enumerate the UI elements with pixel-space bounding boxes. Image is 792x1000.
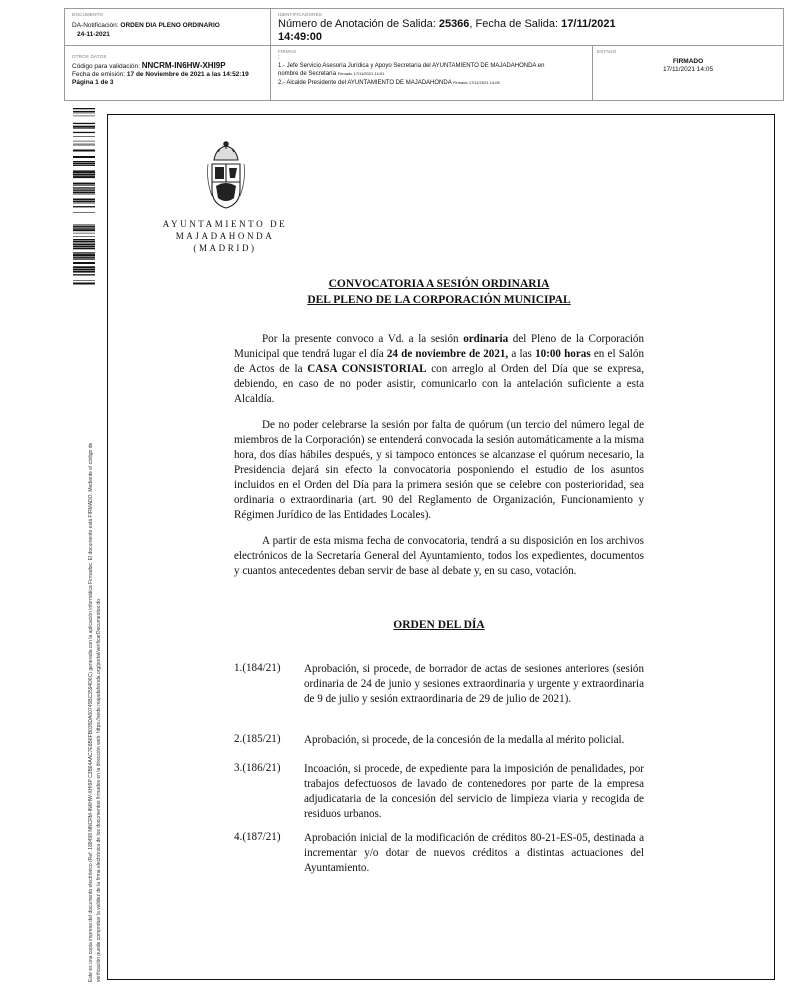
convocatoria-title-line1: CONVOCATORIA A SESIÓN ORDINARIA [328,278,550,290]
agenda-item-number: 4.(187/21) [234,831,281,843]
document-metadata-header [64,8,784,101]
paragraph-expedientes: A partir de esta misma fecha de convocatoria, tendrá a su disposición en los archivos electrónicos de la Secretaría General del Ayuntamiento, todos los expedientes, documentos y cuantos antecedentes deban servir de base al debate y, en su caso, votación. [234,535,644,577]
coat-of-arms-icon [204,140,248,212]
documento-label: DOCUMENTO [72,12,104,17]
validation-info: Código para validación: NNCRM-IN6HW-XHI9P Fecha de emisión: 17 de Noviembre de 2021 a las 14:52:19 Página 1 de 3 [72,62,268,87]
orden-del-dia-title: ORDEN DEL DÍA [393,619,485,631]
otros-datos-label: OTROS DATOS [72,54,107,59]
status-badge: FIRMADO 17/11/2021 14:05 [662,58,714,73]
agenda-item-number: 3.(186/21) [234,762,281,774]
registro-salida: Número de Anotación de Salida: 25366, Fecha de Salida: 17/11/2021 14:49:00 [278,18,616,43]
signature-1: 1.- Jefe Servicio Asesoría Jurídica y Apoyo Secretaría del AYUNTAMIENTO DE MAJADAHONDA en nombre de Secretaría Firmado 17/11/2021 14:01 [278,62,545,77]
identificadores-label: IDENTIFICADORES [278,12,323,17]
page-number: Página 1 de 3 [72,79,114,86]
signature-2: 2.- Alcalde Presidente del AYUNTAMIENTO DE MAJADAHONDA Firmado 17/11/2021 14:05 [278,79,500,86]
signatures-list: : 1.- Jefe Servicio Asesoría Jurídica y Apoyo Secretaría del AYUNTAMIENTO DE MAJADAHONDA en nombre de Secretaría Firmado 17/11/2021 14:01 2.- Alcalde Presidente del AYUNTAMIENTO DE MAJADAHONDA Firmado 17/11/2021 14:05 [278,55,593,87]
agenda-item-number: 2.(185/21) [234,733,281,745]
document-title: DA-Notificación: ORDEN DIA PLENO ORDINARIO [72,22,220,29]
document-date: 24-11-2021 [77,31,110,38]
agenda-item-text: Aprobación, si procede, de borrador de actas de sesiones anteriores (sesión ordinaria de 24 de junio y sesiones extraordinaria y urgente y extraordinaria de 9 de julio y sesión extraordinaria de 29 de julio de 2021). [304,663,644,705]
barcode [73,108,95,285]
verification-sidebar [87,302,102,982]
agenda-item-text: Aprobación inicial de la modificación de créditos 80-21-ES-05, destinada a incrementar y/o dotar de nuevos créditos a distintas actuaciones del Ayuntamiento. [304,832,644,874]
validation-code[interactable]: NNCRM-IN6HW-XHI9P [141,61,226,70]
sidebar-line-2: verificación puede comprobar la validez de la firma electrónica de los documentos firmados en la dirección web: https://sede.majadahonda.org/portal/verificarDocumentos.do [96,599,102,982]
estado-label: ESTADO [597,49,617,54]
convocatoria-title-line2: DEL PLENO DE LA CORPORACIÓN MUNICIPAL [307,294,571,306]
paragraph-convocatoria: Por la presente convoco a Vd. a la sesión ordinaria del Pleno de la Corporación Municipal que tendrá lugar el día 24 de noviembre de 2021, a las 10:00 horas en el Salón de Actos de la CASA CONSISTORIAL con arreglo al Orden del Día que se expresa, debiendo, en caso de no poder asistir, comunicarlo con la antelación suficiente a esta Alcaldía. [234,333,644,405]
paragraph-quorum: De no poder celebrarse la sesión por falta de quórum (un tercio del número legal de miembros de la Corporación) se entenderá convocada la sesión automáticamente a la misma hora, dos días hábiles después, y si tampoco entonces se alcanzase el quórum necesario, la Presidencia dejará sin efecto la convocatoria posponiendo el estudio de los asuntos incluidos en el Orden del Día para la primera sesión que se celebre con posterioridad, sea ordinaria o extraordinaria (art. 90 del Reglamento de Organización, Funcionamiento y Régimen Jurídico de las Entidades Locales). [234,419,644,521]
sidebar-line-1: Este es una copia impresa del documento electrónico (Ref: 188498 NNCRM-IN6HW-XHI9P C3B64AAC7E8B6FB035DA60745BC3594D6C) generada con la aplicación informática Firmadoc. El documento está FIRMADO. Mediante el código de [88,442,94,982]
firmas-label: FIRMAS [278,49,297,54]
agenda-item-text: Incoación, si procede, de expediente para la imposición de penalidades, por trabajos defectuosos de lavado de contenedores por parte de la empresa adjudicataria de la concesión del servicio de limpieza viaria y recogida de residuos urbanos. [304,763,644,820]
agenda-item-text: Aprobación, si procede, de la concesión de la medalla al mérito policial. [304,734,625,746]
municipality-name: AYUNTAMIENTO DE MAJADAHONDA (MADRID) [162,219,288,253]
agenda-item-number: 1.(184/21) [234,662,281,674]
